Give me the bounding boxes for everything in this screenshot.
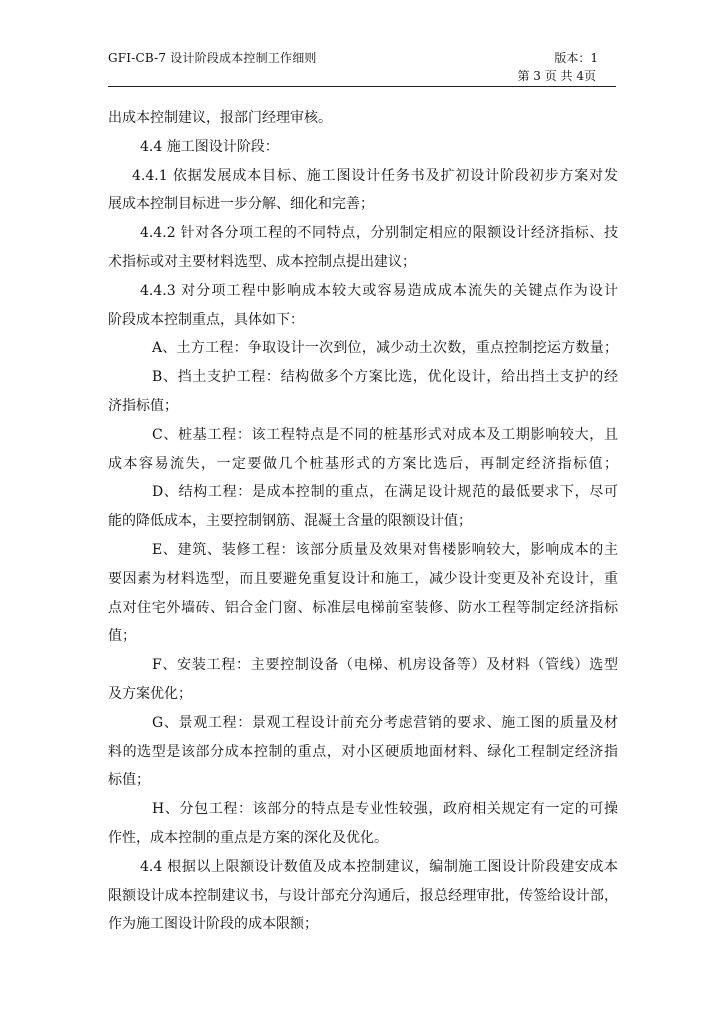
document-body xyxy=(108,104,618,939)
text-line: 4.4.3 对分项工程中影响成本较大或容易造成成本流失的关键点作为设计 xyxy=(140,282,618,299)
text-line: 济指标值； xyxy=(108,397,178,414)
text-line: 4.4 根据以上限额设计数值及成本控制建议，编制施工图设计阶段建安成本 xyxy=(140,858,618,875)
text-line: G、景观工程：景观工程设计前充分考虑营销的要求、施工图的质量及材 xyxy=(152,714,618,731)
text-line: E、建筑、装修工程：该部分质量及效果对售楼影响较大，影响成本的主 xyxy=(152,541,618,558)
text-line: 值； xyxy=(108,628,136,645)
header-divider xyxy=(108,86,616,87)
text-line: 限额设计成本控制建议书，与设计部充分沟通后，报总经理审批，传签给设计部， xyxy=(108,887,618,904)
text-line: 作为施工图设计阶段的成本限额； xyxy=(108,916,318,933)
text-line: D、结构工程：是成本控制的重点，在满足设计规范的最低要求下，尽可 xyxy=(152,484,618,501)
text-line: 4.4.1 依据发展成本目标、施工图设计任务书及扩初设计阶段初步方案对发 xyxy=(132,167,618,184)
text-line: 出成本控制建议，报部门经理审核。 xyxy=(108,110,332,126)
text-line: F、安装工程：主要控制设备（电梯、机房设备等）及材料（管线）选型 xyxy=(152,657,618,674)
document-title: GFI-CB-7 设计阶段成本控制工作细则 xyxy=(108,51,317,65)
page-number: 第 3 页 共 4页 xyxy=(517,69,596,83)
text-line: B、挡土支护工程：结构做多个方案比选，优化设计，给出挡土支护的经 xyxy=(152,369,618,386)
page-header xyxy=(108,50,616,90)
text-line: 料的选型是该部分成本控制的重点，对小区硬质地面材料、绿化工程制定经济指 xyxy=(108,743,618,760)
text-line: A、土方工程：争取设计一次到位，减少动土次数，重点控制挖运方数量； xyxy=(152,340,618,357)
text-line: 及方案优化； xyxy=(108,685,192,702)
text-line: 术指标或对主要材料选型、成本控制点提出建议； xyxy=(108,253,416,270)
text-line: 标值； xyxy=(108,772,150,789)
text-line: H、分包工程：该部分的特点是专业性较强，政府相关规定有一定的可操 xyxy=(152,801,618,818)
text-line: 阶段成本控制重点，具体如下： xyxy=(108,311,304,328)
text-line: 能的降低成本，主要控制钢筋、混凝土含量的限额设计值； xyxy=(108,513,472,530)
text-line: 要因素为材料选型，而且要避免重复设计和施工，减少设计变更及补充设计，重 xyxy=(108,570,618,587)
text-line: 作性，成本控制的重点是方案的深化及优化。 xyxy=(108,829,388,846)
text-line: 展成本控制目标进一步分解、细化和完善； xyxy=(108,196,374,213)
text-line: C、桩基工程：该工程特点是不同的桩基形式对成本及工期影响较大，且 xyxy=(152,426,618,443)
text-line: 4.4 施工图设计阶段： xyxy=(140,138,279,155)
text-line: 4.4.2 针对各分项工程的不同特点，分别制定相应的限额设计经济指标、技 xyxy=(140,225,618,242)
version-label: 版本：1 xyxy=(554,51,598,65)
text-line: 点对住宅外墙砖、铝合金门窗、标准层电梯前室装修、防水工程等制定经济指标 xyxy=(108,599,618,616)
text-line: 成本容易流失，一定要做几个桩基形式的方案比选后，再制定经济指标值； xyxy=(108,455,618,472)
